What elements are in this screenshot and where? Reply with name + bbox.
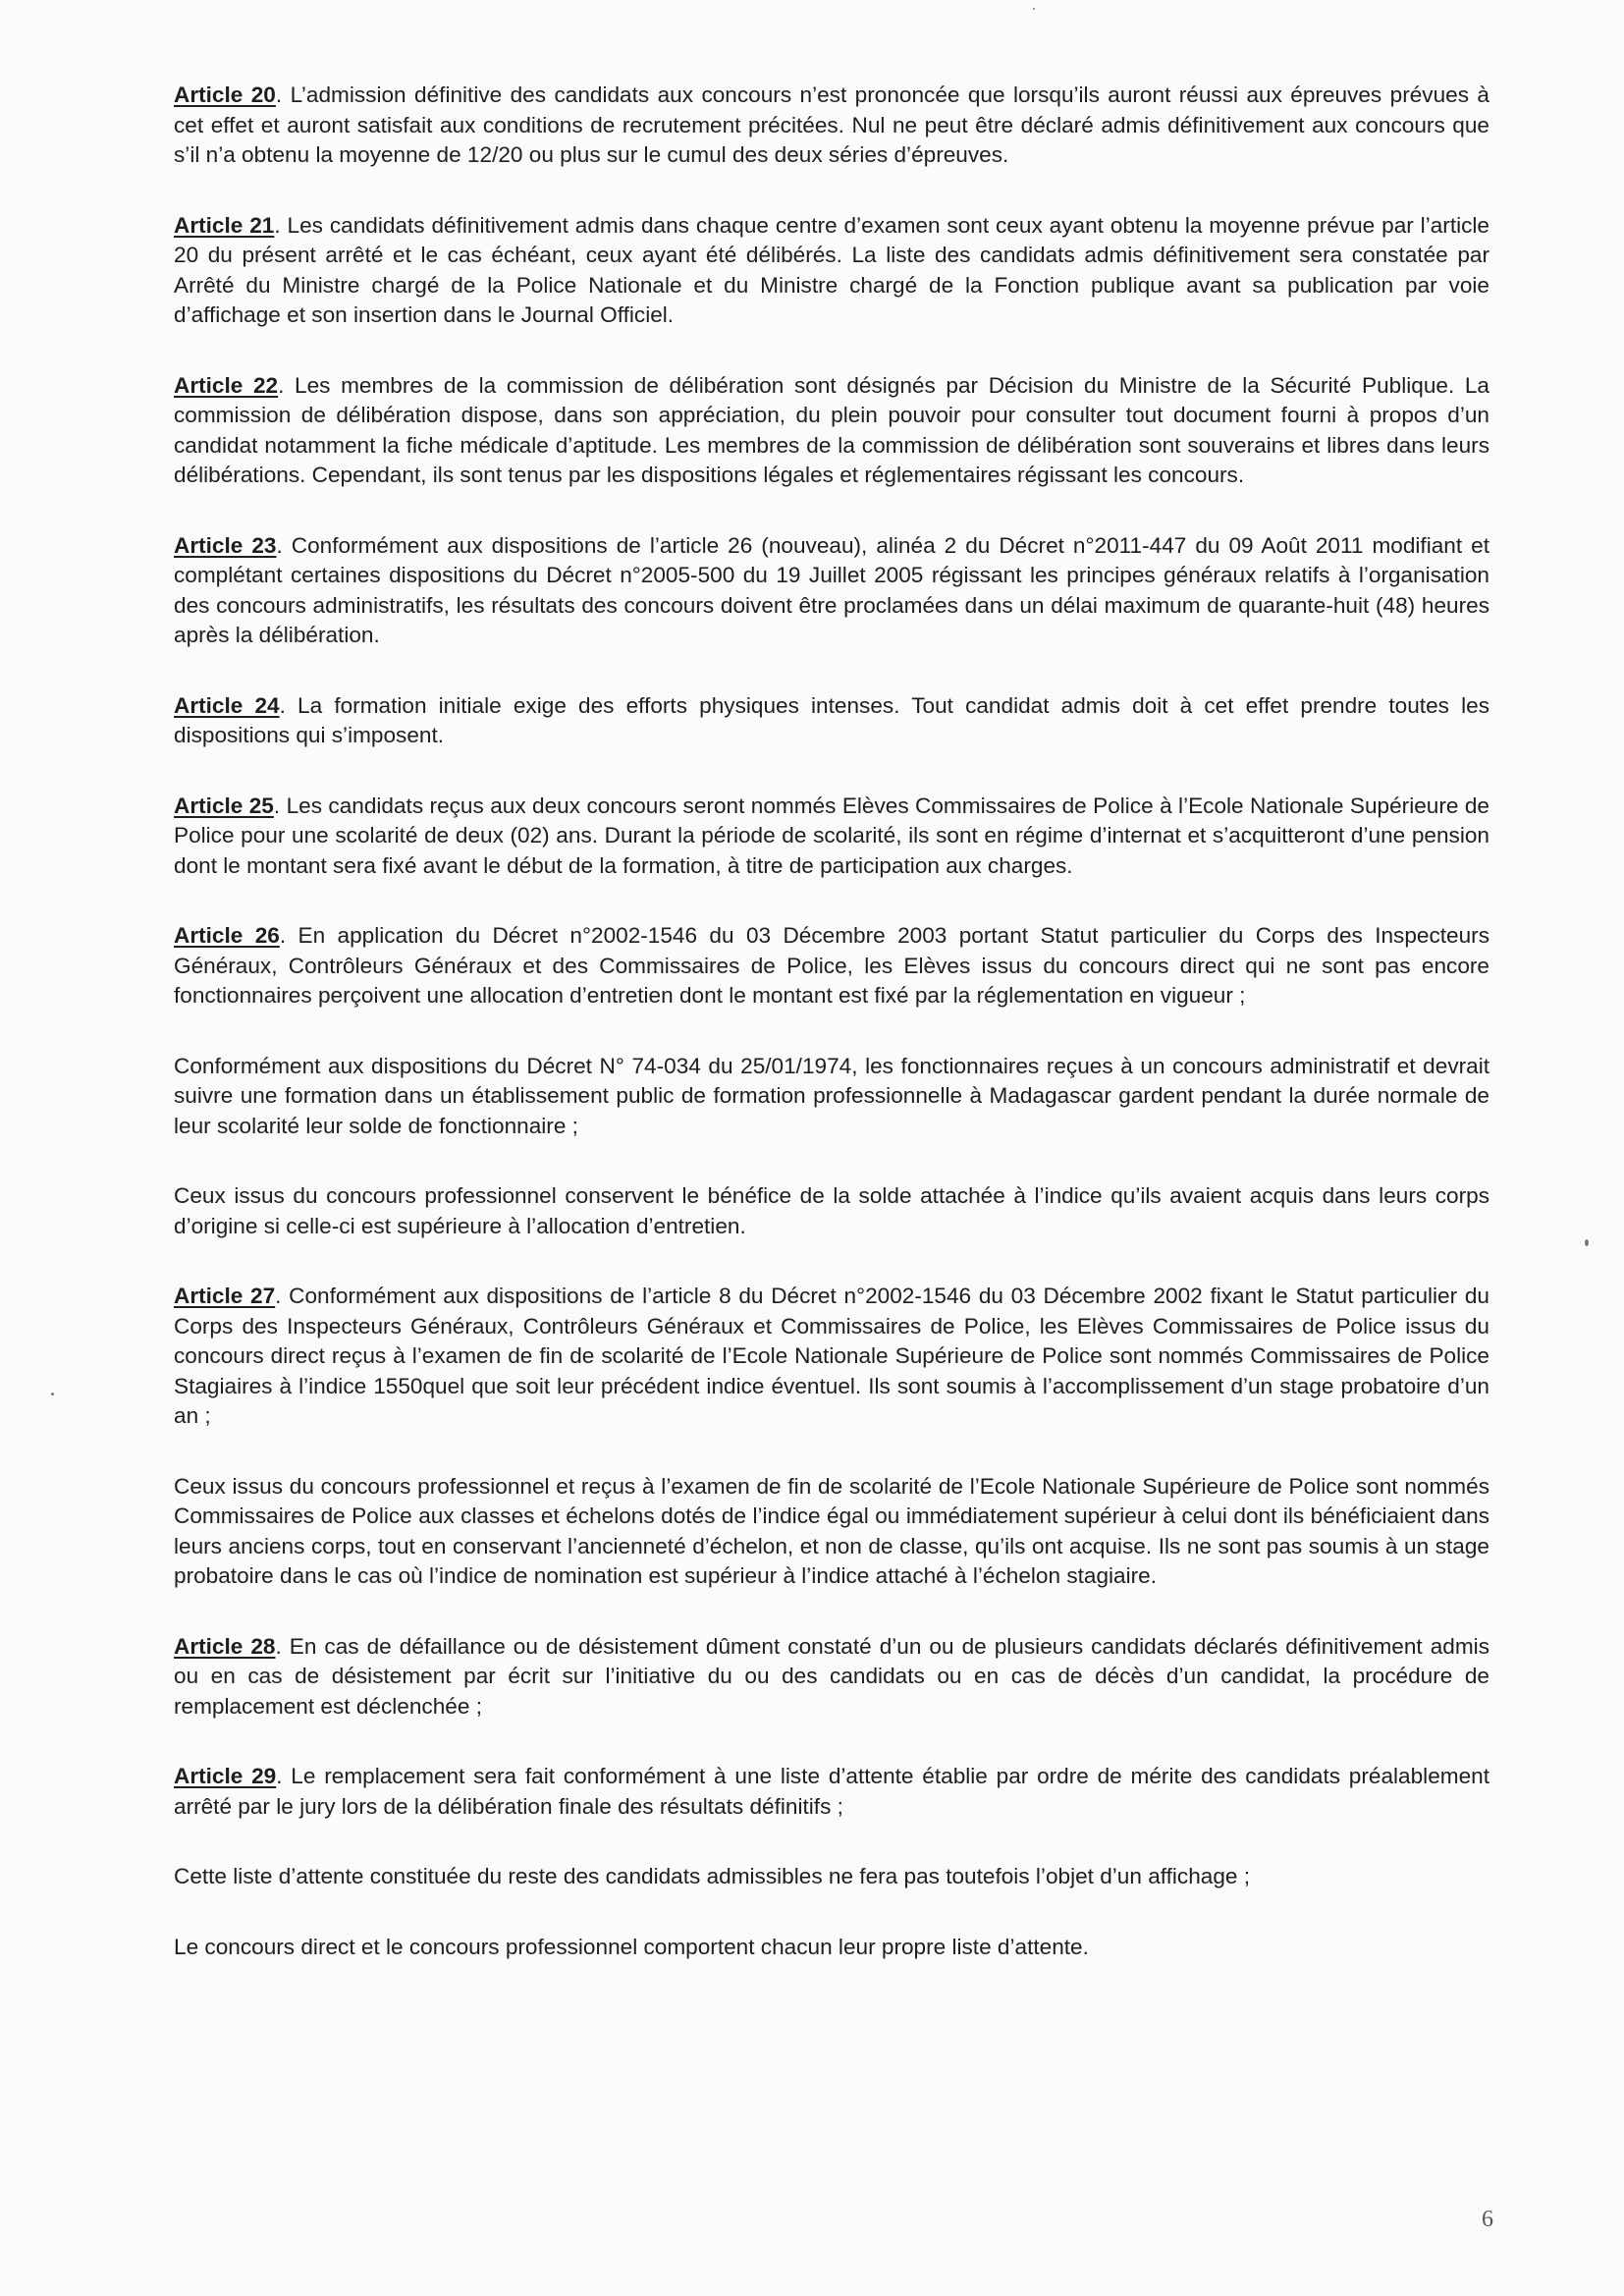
article-27-paragraph (174, 1282, 1489, 1432)
article-26-paragraph-2 (174, 1052, 1489, 1142)
article-20-text: . L’admission définitive des candidats aux concours n’est prononcée que lorsqu’ils auront réussi aux épreuves prévues à cet effet et auront satisfait aux conditions de recrutement précitées. Nul ne peut être déclaré admis définitivement aux concours que s’il n’a obtenu la moyenne de 12/20 ou plus sur le cumul des deux séries d’épreuves. (174, 82, 1490, 167)
article-27-text-2: Ceux issus du concours professionnel et reçus à l’examen de fin de scolarité de l’Ecole Nationale Supérieure de Police sont nommés Commissaires de Police aux classes et échelons dotés de l’indice égal ou immédiatement supérieur à celui dont ils bénéficiaient dans leurs anciens corps, tout en conservant l’ancienneté d’échelon, et non de classe, qu’ils ont acquise. Ils ne sont pas soumis à un stage probatoire dans le cas où l’indice de nomination est supérieur à l’indice attaché à l’échelon stagiaire. (174, 1473, 1489, 1588)
article-25-paragraph (174, 792, 1489, 882)
article-20-heading: Article 20 (174, 82, 276, 107)
article-24-text: . La formation initiale exige des efforts physiques intenses. Tout candidat admis doit à cet effet prendre toutes les dispositions qui s’imposent. (174, 692, 1489, 747)
document-body (174, 81, 1489, 2002)
article-28-text: . En cas de défaillance ou de désistement dûment constaté d’un ou de plusieurs candidats déclarés définitivement admis ou en cas de désistement par écrit sur l’initiative du ou des candidats ou en cas de décès d’un candidat, la procédure de remplacement est déclenchée ; (174, 1633, 1489, 1719)
scan-speck (1585, 1239, 1589, 1246)
article-22-heading: Article 22 (174, 372, 279, 398)
page-number: 6 (1482, 2207, 1493, 2232)
article-25-text: . Les candidats reçus aux deux concours seront nommés Elèves Commissaires de Police à l’Ecole Nationale Supérieure de Police pour une scolarité de deux (02) ans. Durant la période de scolarité, ils sont en régime d’internat et s’acquitteront d’une pension dont le montant sera fixé avant le début de la formation, à titre de participation aux charges. (174, 793, 1489, 878)
article-28-heading: Article 28 (174, 1633, 276, 1659)
article-26-text-2: Conformément aux dispositions du Décret N° 74-034 du 25/01/1974, les fonctionnaires reçues à un concours administratif et devrait suivre une formation dans un établissement public de formation professionnelle à Madagascar gardent pendant la durée normale de leur scolarité leur solde de fonctionnaire ; (174, 1053, 1489, 1138)
article-29-text: . Le remplacement sera fait conformément à une liste d’attente établie par ordre de mérite des candidats préalablement arrêté par le jury lors de la délibération finale des résultats définitifs ; (174, 1764, 1489, 1819)
article-21-text: . Les candidats définitivement admis dans chaque centre d’examen sont ceux ayant obtenu la moyenne prévue par l’article 20 du présent arrêté et le cas échéant, ceux ayant été délibérés. La liste des candidats admis définitivement sera constatée par Arrêté du Ministre chargé de la Police Nationale et du Ministre chargé de la Fonction publique avant sa publication par voie d’affichage et son insertion dans le Journal Officiel. (174, 212, 1489, 327)
article-29-paragraph-3 (174, 1933, 1489, 1963)
scan-speck (51, 1393, 54, 1395)
article-29-heading: Article 29 (174, 1764, 277, 1788)
article-21-paragraph (174, 211, 1489, 331)
article-22-paragraph (174, 371, 1489, 491)
article-23-paragraph (174, 531, 1489, 651)
article-26-paragraph (174, 921, 1489, 1011)
article-29-text-3: Le concours direct et le concours professionnel comportent chacun leur propre liste d’attente. (174, 1934, 1089, 1959)
article-23-text: . Conformément aux dispositions de l’article 26 (nouveau), alinéa 2 du Décret n°2011-447 du 09 Août 2011 modifiant et complétant certaines dispositions du Décret n°2005-500 du 19 Juillet 2005 régissant les principes généraux relatifs à l’organisation des concours administratifs, les résultats des concours doivent être proclamées dans un délai maximum de quarante-huit (48) heures après la délibération. (174, 532, 1489, 647)
article-29-paragraph (174, 1762, 1489, 1822)
article-26-text: . En application du Décret n°2002-1546 du 03 Décembre 2003 portant Statut particulier du Corps des Inspecteurs Généraux, Contrôleurs Généraux et des Commissaires de Police, les Elèves issus du concours direct qui ne sont pas encore fonctionnaires perçoivent une allocation d’entretien dont le montant est fixé par la réglementation en vigueur ; (174, 923, 1489, 1008)
article-26-text-3: Ceux issus du concours professionnel conservent le bénéfice de la solde attachée à l’indice qu’ils avaient acquis dans leurs corps d’origine si celle-ci est supérieure à l’allocation d’entretien. (174, 1183, 1489, 1238)
article-21-heading: Article 21 (174, 212, 275, 238)
article-26-paragraph-3 (174, 1181, 1489, 1241)
article-25-heading: Article 25 (174, 793, 274, 818)
article-28-paragraph (174, 1632, 1489, 1722)
article-29-paragraph-2 (174, 1862, 1489, 1892)
article-24-paragraph (174, 691, 1489, 751)
article-20-paragraph (174, 81, 1489, 171)
article-29-text-2: Cette liste d’attente constituée du reste des candidats admissibles ne fera pas toutefois l’objet d’un affichage ; (174, 1864, 1251, 1888)
scan-speck (1033, 8, 1035, 10)
article-27-text: . Conformément aux dispositions de l’article 8 du Décret n°2002-1546 du 03 Décembre 2002 fixant le Statut particulier du Corps des Inspecteurs Généraux, Contrôleurs Généraux et Commissaires de Police, les Elèves Commissaires de Police issus du concours direct reçus à l’examen de fin de scolarité de l’Ecole Nationale Supérieure de Police sont nommés Commissaires de Police Stagiaires à l’indice 1550quel que soit leur précédent indice éventuel. Ils sont soumis à l’accomplissement d’un stage probatoire d’un an ; (174, 1284, 1489, 1428)
article-26-heading: Article 26 (174, 923, 280, 948)
article-22-text: . Les membres de la commission de délibération sont désignés par Décision du Ministre de la Sécurité Publique. La commission de délibération dispose, dans son appréciation, du plein pouvoir pour consulter tout document fourni à propos d’un candidat notamment la fiche médicale d’aptitude. Les membres de la commission de délibération sont souverains et libres dans leurs délibérations. Cependant, ils sont tenus par les dispositions légales et réglementaires régissant les concours. (174, 372, 1489, 487)
article-23-heading: Article 23 (174, 532, 277, 558)
article-27-paragraph-2 (174, 1472, 1489, 1592)
article-27-heading: Article 27 (174, 1284, 276, 1308)
article-24-heading: Article 24 (174, 692, 280, 718)
